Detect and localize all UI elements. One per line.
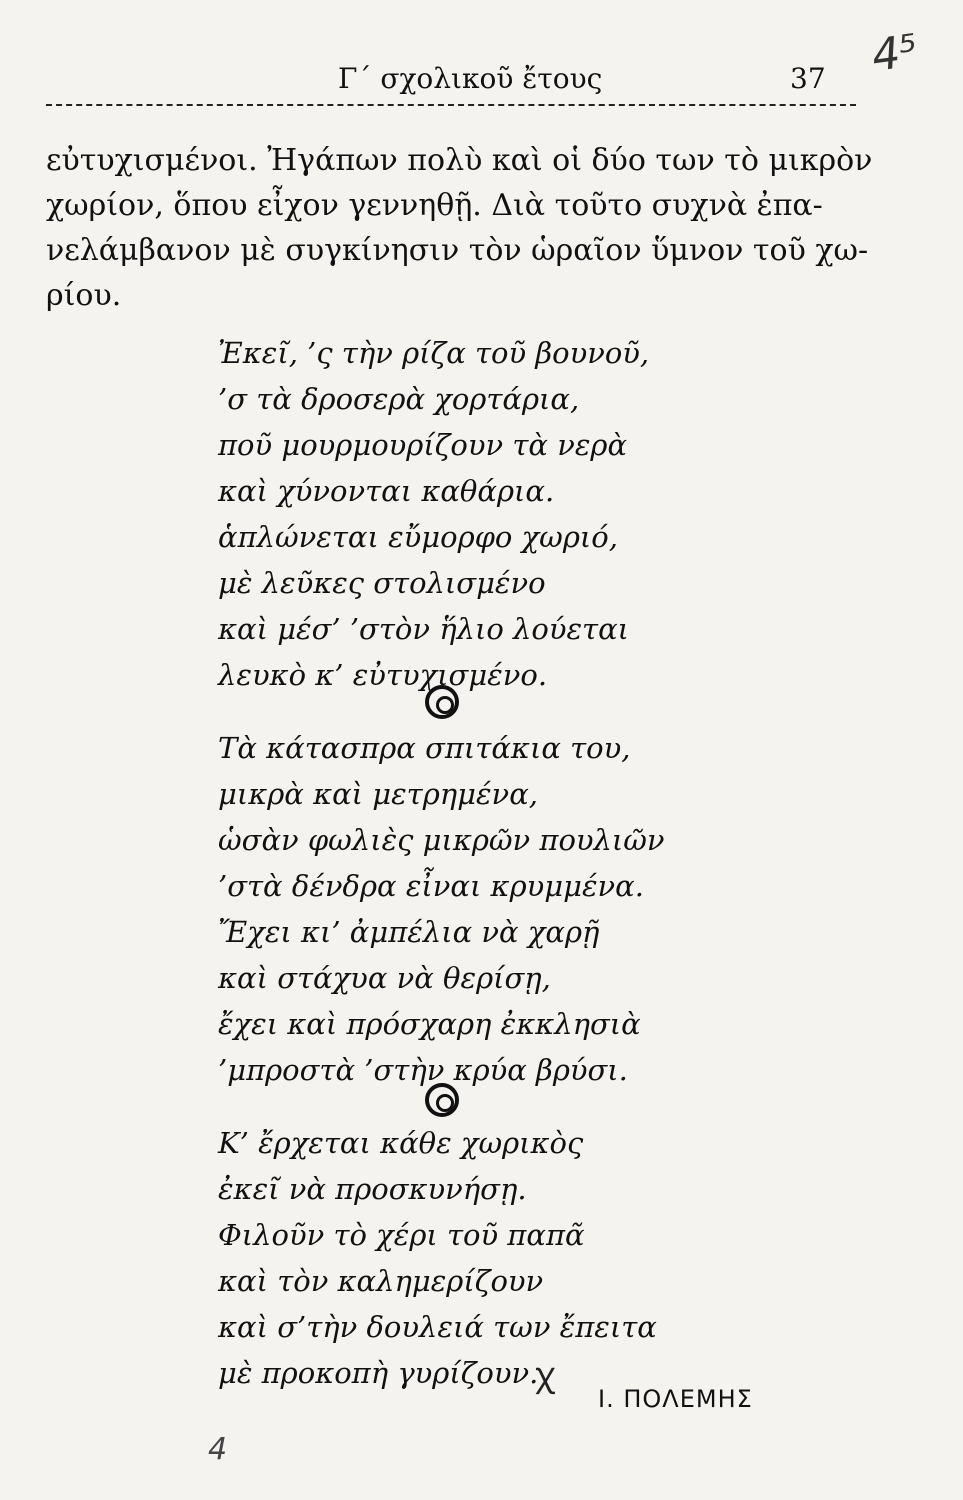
prose-paragraph <box>46 138 873 318</box>
verse-line: καὶ χύνονται καθάρια. <box>218 474 555 508</box>
verse-line: μικρὰ καὶ μετρημένα, <box>218 777 538 811</box>
verse-line: μὲ λεῦκες στολισμένο <box>218 566 546 600</box>
verse-line: λευκὸ κ’ εὐτυχισμένο. <box>218 658 548 692</box>
verse-line: καὶ σ’τὴν δουλειά των ἔπειτα <box>218 1310 657 1344</box>
prose-line: εὐτυχισμένοι. Ἠγάπων πολὺ καὶ οἱ δύο των τὸ μικρὸν <box>46 143 873 178</box>
verse-line: Ἔχει κι’ ἀμπέλια νὰ χαρῇ <box>218 915 600 949</box>
verse-line: ὡσὰν φωλιὲς μικρῶν πουλιῶν <box>218 823 665 857</box>
poem-author: Ι. ΠΟΛΕΜΗΣ <box>598 1385 753 1413</box>
verse-line: καὶ μέσ’ ’στὸν ἥλιο λούεται <box>218 612 630 646</box>
handwritten-page-mark: 4⁵ <box>868 25 921 82</box>
handwritten-footer-mark: 4 <box>208 1432 228 1467</box>
verse-line: καὶ στάχυα νὰ θερίσῃ, <box>218 961 551 995</box>
verse-line: ’σ τὰ δροσερὰ χορτάρια, <box>218 382 580 416</box>
stanza-separator-ornament-icon <box>425 685 459 719</box>
poem-stanza-2 <box>218 725 718 1093</box>
stanza-separator-ornament-icon <box>425 1083 459 1117</box>
verse-line: ’στὰ δένδρα εἶναι κρυμμένα. <box>218 869 644 903</box>
prose-line: χωρίον, ὅπου εἶχον γεννηθῇ. Διὰ τοῦτο συχνὰ ἐπα- <box>46 188 823 223</box>
handwritten-cross-mark: ꭓ <box>535 1355 554 1395</box>
verse-line: Ἐκεῖ, ’ς τὴν ρίζα τοῦ βουνοῦ, <box>218 336 650 370</box>
poem-stanza-3 <box>218 1120 718 1396</box>
verse-line: Κ’ ἔρχεται κάθε χωρικὸς <box>218 1126 584 1160</box>
verse-line: ἐκεῖ νὰ προσκυνήσῃ. <box>218 1172 527 1206</box>
poem-stanza-1 <box>218 330 718 698</box>
prose-line: ρίου. <box>46 278 122 313</box>
prose-line: νελάμβανον μὲ συγκίνησιν τὸν ὡραῖον ὕμνον τοῦ χω- <box>46 233 869 268</box>
verse-line: ’μπροστὰ ’στὴν κρύα βρύσι. <box>218 1053 628 1087</box>
running-header: Γ΄ σχολικοῦ ἔτους <box>338 62 603 95</box>
header-rule <box>46 104 856 106</box>
verse-line: ἔχει καὶ πρόσχαρη ἐκκλησιὰ <box>218 1007 641 1041</box>
verse-line: μὲ προκοπὴ γυρίζουν. <box>218 1356 539 1390</box>
page-number: 37 <box>790 62 826 95</box>
verse-line: Τὰ κάτασπρα σπιτάκια του, <box>218 731 631 765</box>
verse-line: ἁπλώνεται εὔμορφο χωριό, <box>218 520 618 554</box>
verse-line: καὶ τὸν καλημερίζουν <box>218 1264 544 1298</box>
verse-line: Φιλοῦν τὸ χέρι τοῦ παπᾶ <box>218 1218 585 1252</box>
verse-line: ποῦ μουρμουρίζουν τὰ νερὰ <box>218 428 628 462</box>
